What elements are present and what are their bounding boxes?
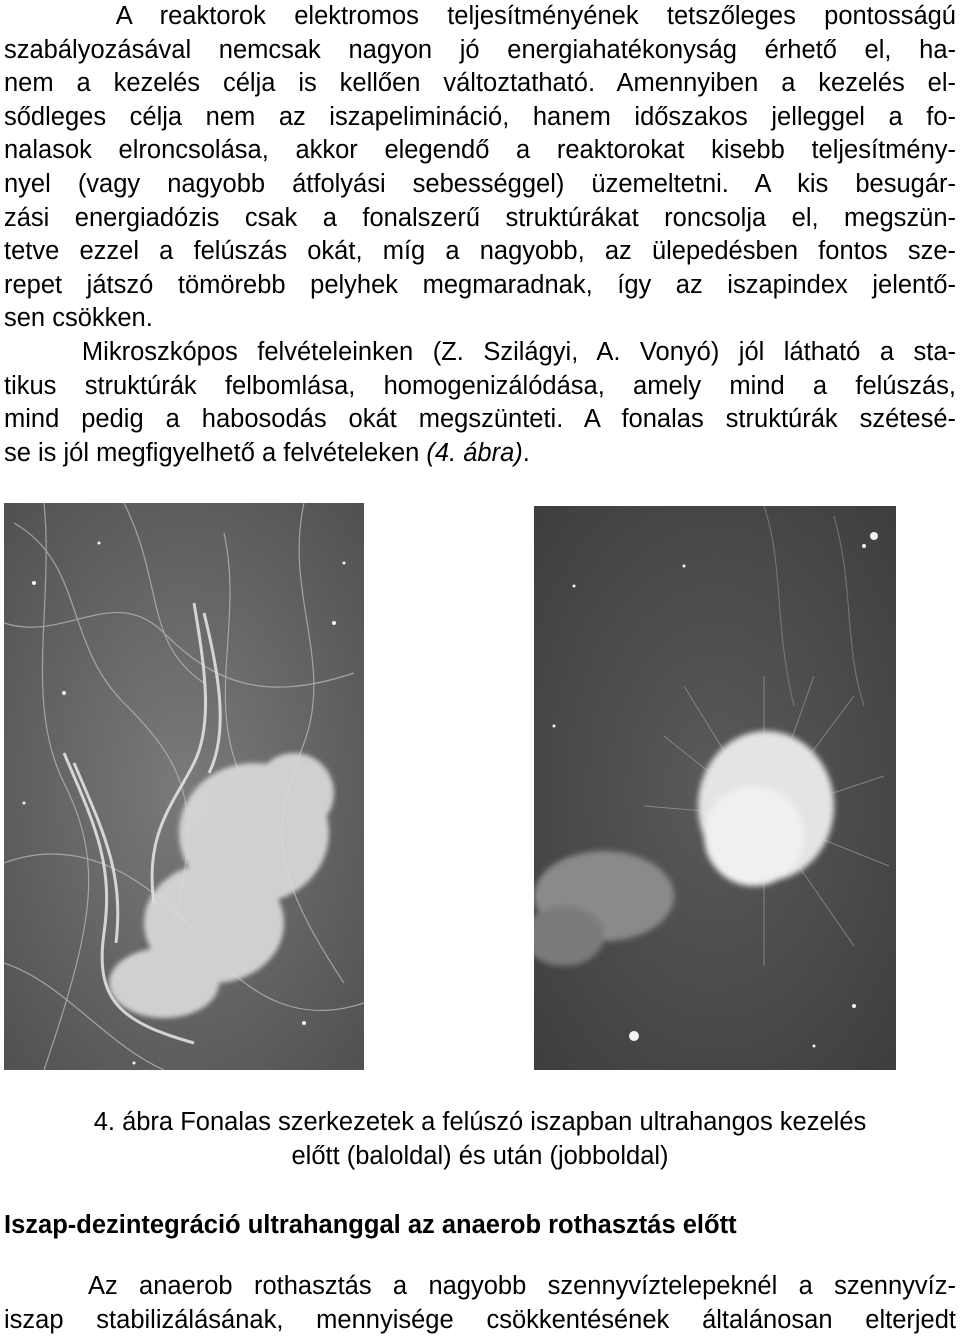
text-line: nalasok elroncsolása, akkor elegendő a reaktorokat kisebb teljesítmény- xyxy=(4,136,956,165)
micrograph-after xyxy=(534,506,896,1070)
text-line: szabályozásával nemcsak nagyon jó energiahatékonyság érhető el, ha- xyxy=(4,35,956,64)
text-fragment: se is jól megfigyelhető a felvételeken xyxy=(4,438,427,467)
text-line: nyel (vagy nagyobb átfolyási sebességgel) üzemeltetni. A kis besugár- xyxy=(4,169,956,198)
text-line: Mikroszkópos felvételeinken (Z. Szilágyi, A. Vonyó) jól látható a sta- xyxy=(4,337,956,366)
section-heading: Iszap-dezintegráció ultrahanggal az anaerob rothasztás előtt xyxy=(4,1211,737,1239)
text-line: zási energiadózis csak a fonalszerű struktúrákat roncsolja el, megszün- xyxy=(4,203,956,232)
text-line: iszap stabilizálásának, mennyisége csökkentésének általánosan elterjedt xyxy=(4,1305,956,1334)
text-line: sen csökken. xyxy=(4,304,153,333)
text-line: mind pedig a habosodás okát megszünteti. A fonalas struktúrák szétesé- xyxy=(4,405,956,434)
text-line: Az anaerob rothasztás a nagyobb szennyvíztelepeknél a szennyvíz- xyxy=(4,1272,956,1300)
text-line: nem a kezelés célja is kellően változtatható. Amennyiben a kezelés el- xyxy=(4,69,956,98)
text-line: tetve ezzel a felúszás okát, míg a nagyobb, az ülepedésben fontos sze- xyxy=(4,237,956,266)
text-line-last xyxy=(4,437,956,471)
body-paragraph-1 xyxy=(4,0,956,470)
text-line: A reaktorok elektromos teljesítményének tetszőleges pontosságú xyxy=(4,2,956,30)
text-fragment: . xyxy=(522,438,530,467)
body-paragraph-2 xyxy=(4,1270,956,1337)
micrograph-before xyxy=(4,503,364,1070)
text-line: sődleges célja nem az iszapelimináció, hanem időszakos jelleggel a fo- xyxy=(4,102,956,131)
text-line: tikus struktúrák felbomlása, homogenizálódása, amely mind a felúszás, xyxy=(4,371,956,400)
figure-reference: (4. ábra) xyxy=(426,438,523,467)
text-line: repet játszó tömörebb pelyhek megmaradnak, így az iszapindex jelentő- xyxy=(4,270,956,299)
figure-caption-line-1: 4. ábra Fonalas szerkezetek a felúszó iszapban ultrahangos kezelés xyxy=(93,1108,867,1136)
figure-caption-line-2: előtt (baloldal) és után (jobboldal) xyxy=(291,1142,669,1170)
